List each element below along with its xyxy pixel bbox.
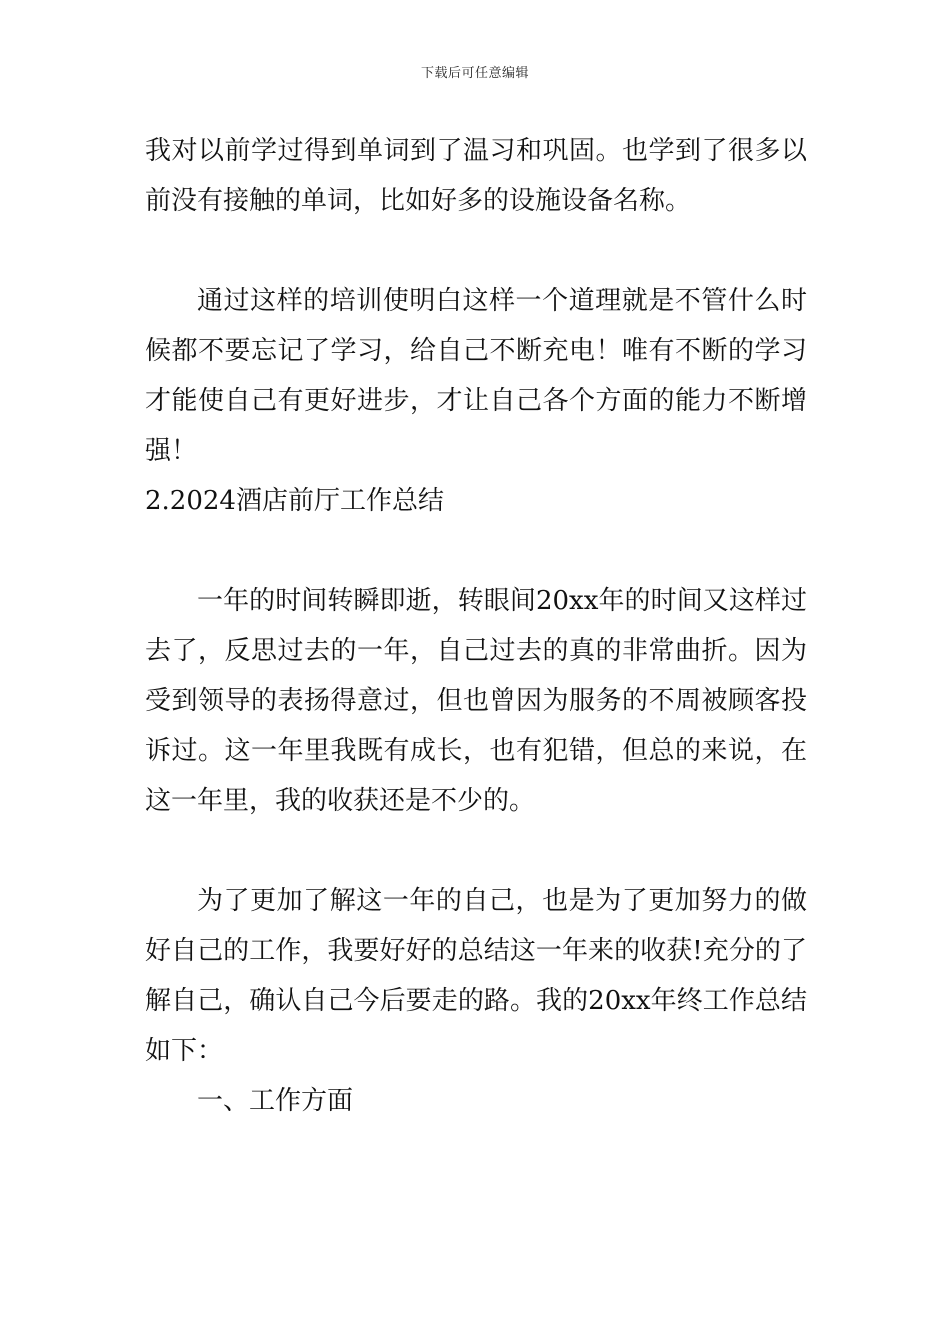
paragraph-vocabulary: 我对以前学过得到单词到了温习和巩固。也学到了很多以前没有接触的单词，比如好多的设施设备名称。 [145, 136, 807, 216]
paragraph-year-review: 一年的时间转瞬即逝，转眼间20xx年的时间又这样过去了，反思过去的一年，自己过去的真的非常曲折。因为受到领导的表扬得意过，但也曾因为服务的不周被顾客投诉过。这一年里我既有成长，也有犯错，但总的来说，在这一年里，我的收获还是不少的。 [145, 586, 807, 816]
document-body [145, 126, 807, 1126]
section-heading: 2.2024酒店前厅工作总结 [145, 486, 444, 516]
paragraph-training: 通过这样的培训使明白这样一个道理就是不管什么时候都不要忘记了学习，给自己不断充电！唯有不断的学习才能使自己有更好进步，才让自己各个方面的能力不断增强！ [145, 286, 807, 466]
subsection-title: 一、工作方面 [197, 1086, 354, 1116]
paragraph-summary-intro: 为了更加了解这一年的自己，也是为了更加努力的做好自己的工作，我要好好的总结这一年来的收获!充分的了解自己，确认自己今后要走的路。我的20xx年终工作总结如下： [145, 886, 807, 1066]
page-header: 下载后可任意编辑 [420, 66, 529, 81]
